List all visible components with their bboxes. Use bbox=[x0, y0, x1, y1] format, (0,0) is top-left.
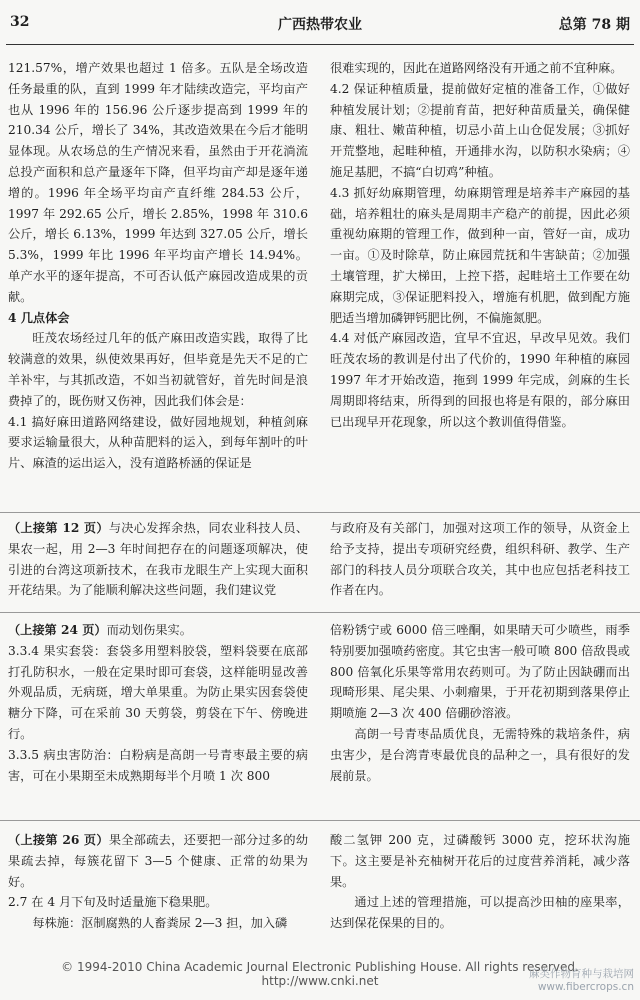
paragraph: 酸二氢钾 200 克，过磷酸钙 3000 克，挖环状沟施下。这主要是补充柚树开花后的过度营养消耗，减少落果。 bbox=[330, 833, 630, 889]
page-header bbox=[6, 0, 634, 45]
continuation-tag: （上接第 12 页） bbox=[8, 521, 109, 535]
paragraph: 旺茂农场经过几年的低产麻田改造实践，取得了比较满意的效果，纵使效果再好，但毕竟是先天不足的亡羊补牢，与其抓改造，不如当初就管好，首先时间是浪费掉了的，既伤财又伤神，因此我们体会是： bbox=[8, 331, 308, 408]
issue-number: 总第 78 期 bbox=[558, 17, 630, 33]
paragraph: 2.7 在 4 月下旬及时适量施下稳果肥。 bbox=[8, 895, 218, 910]
paragraph: 4.3 抓好幼麻期管理，幼麻期管理是培养丰产麻园的基础，培养粗壮的麻头是周期丰产稳产的前提，因此必须重视幼麻期的管理工作，做到种一亩，管好一亩，成功一亩。①及时除草，防止麻园荒抚和牛害缺苗；②加强土壤管理，扩大梯田，上控下搭，起畦培土工作要在幼麻期完成，③保证肥料投入，增施有机肥，做到配方施肥适当增加磷钾钙肥比例，不偏施氮肥。 bbox=[330, 185, 630, 325]
paragraph: 3.3.5 病虫害防治：白粉病是高朗一号青枣最主要的病害，可在小果期至未成熟期每半个月喷 1 次 800 bbox=[8, 747, 308, 783]
paragraph: 121.57%，增产效果也超过 1 倍多。五队是全场改造任务最重的队，直到 1999 年才陆续改造完，平均亩产也从 1996 年的 156.96 公斤逐步提高到 1999 年的 210.34 公斤，增长了 34%，其改造效果在今后才能明显体现。从农场总的生产情况来看，虽然由于开花淌流总投产面积和总产量逐年下降，但平均亩产却是逐年递增的。1996 年全场平均亩产直纤维 284.53 公斤，1997 年 292.65 公斤，增长 2.85%，1998 年 310.6 公斤，增长 6.13%，1999 年达到 327.05 公斤，增长 5.3%，1999 年比 1996 年平均亩产增长 14.94%。单产水平的逐年提高，不可否认低产麻园改造成果的贡献。 bbox=[8, 61, 308, 304]
paragraph: 与政府及有关部门，加强对这项工作的领导，从资金上给予支持，提出专项研究经费，组织科研、教学、生产部门的科技人员分项联合攻关，其中也应包括老科技工作者在内。 bbox=[330, 521, 630, 598]
continuation-tag: （上接第 24 页） bbox=[8, 623, 107, 637]
paragraph: 果全部疏去，还要把一部分过多的幼果疏去掉，每簇花留下 3—5 个健康、正常的幼果为好。 bbox=[8, 833, 308, 889]
paragraph: 很难实现的，因此在道路网络没有开通之前不宜种麻。 bbox=[330, 61, 623, 75]
paragraph: 4.4 对低产麻园改造，宜早不宜迟，早改早见效。我们旺茂农场的教训是付出了代价的，1990 年种植的麻园 1997 年才开始改造，拖到 1999 年完成，剑麻的生长周期即将结束，所得到的回报也将是有限的，部分麻田已出现早开花现象，所以这个教训值得借鉴。 bbox=[330, 331, 630, 429]
paragraph: 3.3.4 果实套袋：套袋多用塑料胶袋，塑料袋要在底部打孔防积水，一般在定果时即可套袋，这样能明显改善外观品质，无病斑，增大单果重。为防止果实因套袋使糖分下降，可在采前 30 天剪袋，剪袋在下午、傍晚进行。 bbox=[8, 643, 308, 741]
copyright-footer: © 1994-2010 China Academic Journal Electronic Publishing House. All rights reserved. http://www.cnki.net bbox=[61, 960, 579, 988]
divider bbox=[0, 612, 640, 613]
continuation-right bbox=[330, 830, 630, 955]
watermark bbox=[529, 968, 634, 994]
continuation-left bbox=[8, 518, 308, 604]
paragraph: 通过上述的管理措施，可以提高沙田柚的座果率，达到保花保果的目的。 bbox=[330, 895, 630, 931]
divider bbox=[0, 820, 640, 821]
continuation-left bbox=[8, 830, 308, 955]
paragraph: 4.1 搞好麻田道路网络建设，做好园地规划，种植剑麻要求运输量很大，从种苗肥料的运入，到每年割叶的叶片、麻渣的运出运入，没有道路桥涵的保证是 bbox=[8, 414, 308, 471]
paragraph: 而动划伤果实。 bbox=[106, 623, 192, 637]
article-left-column bbox=[8, 58, 308, 510]
continuation-left bbox=[8, 620, 308, 810]
continuation-right bbox=[330, 620, 630, 810]
continuation-right bbox=[330, 518, 630, 604]
paragraph: 4.2 保证种植质量，提前做好定植的准备工作，①做好种植发展计划；②提前育苗，把好种苗质量关，确保健康、粗壮、嫩苗种植，切忌小苗上山仓促发展；③抓好开荒整地，起畦种植，开通排水沟，以防积水染病；④施足基肥，不搞“白切鸡”种植。 bbox=[330, 81, 630, 179]
article-right-column bbox=[330, 58, 630, 510]
page-number: 32 bbox=[10, 14, 30, 30]
section-heading: 4 几点体会 bbox=[8, 310, 70, 325]
paragraph: 高朗一号青枣品质优良，无需特殊的栽培条件，病虫害少，是台湾青枣最优良的品种之一，具有很好的发展前景。 bbox=[330, 726, 630, 783]
divider bbox=[0, 512, 640, 513]
watermark-title: 麻类作物育种与栽培网 bbox=[529, 968, 634, 980]
continuation-tag: （上接第 26 页） bbox=[8, 833, 109, 847]
journal-title: 广西热带农业 bbox=[278, 17, 362, 33]
paragraph: 每株施：沤制腐熟的人畜粪尿 2—3 担，加入磷 bbox=[32, 916, 288, 931]
paragraph: 倍粉锈宁或 6000 倍三唑酮，如果晴天可少喷些，雨季特别要加强喷药密度。其它虫害一般可喷 800 倍敌畏或 800 倍氧化乐果等常用农药则可。为了防止因缺硼而出现畸形果、尾尖果、小刺瘤果，于开花初期到落果停止期喷施 2—3 次 400 倍硼砂溶液。 bbox=[330, 623, 630, 721]
watermark-url: www.fibercrops.cn bbox=[537, 981, 634, 993]
paragraph: 与决心发挥余热，同农业科技人员、果农一起，用 2—3 年时间把存在的问题逐项解决，使引进的台湾这项新技术，在我市龙眼生产上实现大面积开花结果。为了能顺利解决这些问题，我们建议党 bbox=[8, 521, 308, 598]
